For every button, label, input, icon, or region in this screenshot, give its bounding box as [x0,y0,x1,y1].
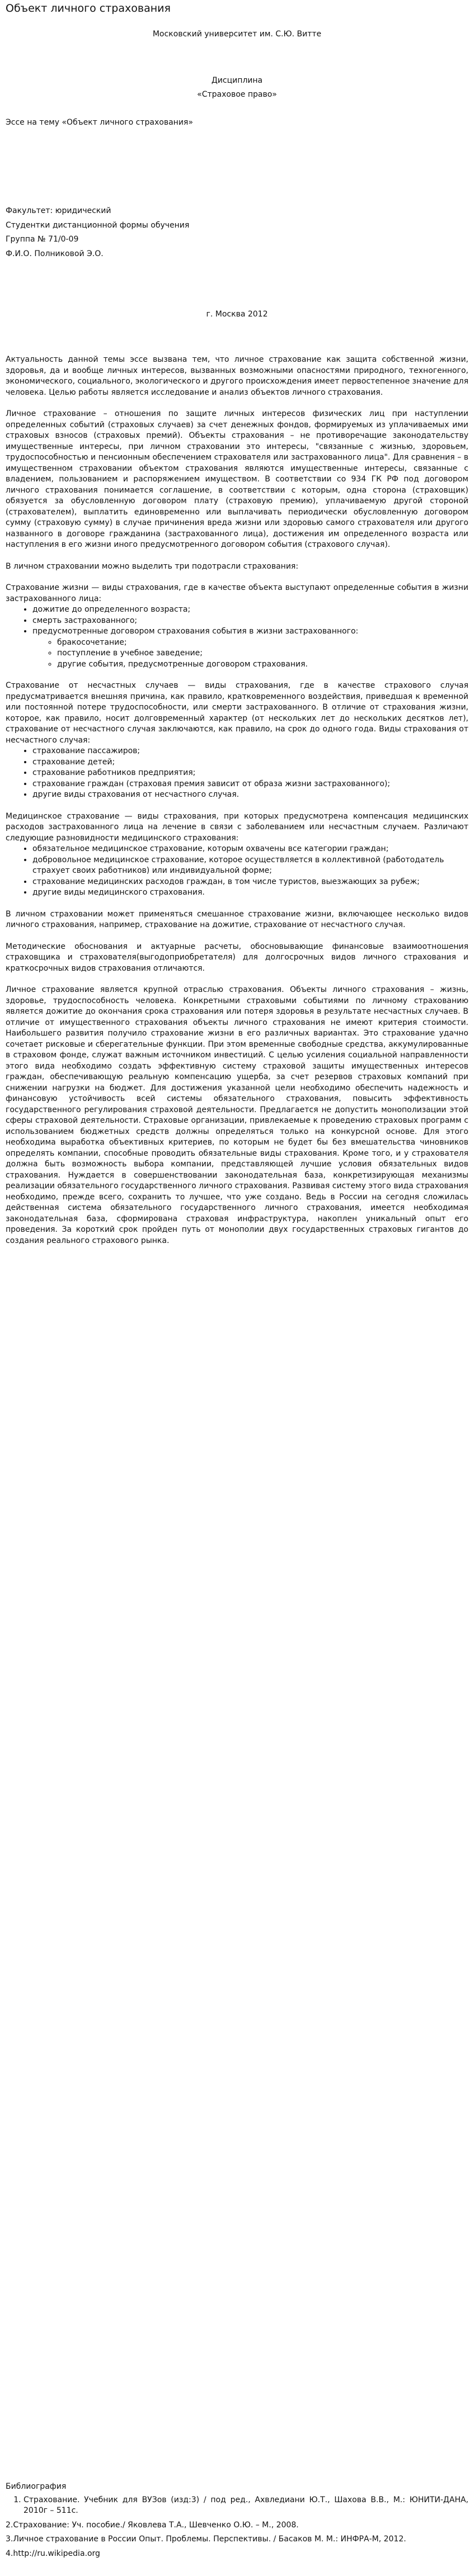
life-insurance-list [6,604,468,670]
list-item: • страхование граждан (страховая премия зависит от образа жизни застрахованного); [32,779,468,790]
list-item: • другие виды страхования от несчастного случая. [32,790,468,801]
students-line: Студентки дистанционной формы обучения [6,220,190,230]
paragraph-conclusion: Личное страхование является крупной отраслью страхования. Объекты личного страхования – жизнь, здоровье, трудоспособность человека. Конкретными страховыми событиями по личному страхованию является дожитие до окончания срока страхования или потеря здоровья в результате несчастных случаев. В отличие от имущественного страхования объекты личного страхования не имеют критерия стоимости. Наибольшего развития получило страхование жизни в его различных вариантах. Это страхование удачно сочетает рисковые и сберегательные функции. При этом временные свободные средства, аккумулированные в страховом фонде, служат важным источником инвестиций. С целью усиления социальной направленности этого вида необходимо создать эффективную систему страховой защиты имущественных интересов граждан, обеспечивающую реальную компенсацию ущерба, за счет резервов страховых компаний при снижении нагрузки на бюджет. Для достижения указанной цели необходимо обеспечить надежность и финансовую устойчивость всей системы обязательного страхования, повысить эффективность государственного регулирования страховой деятельности. Предлагается не допустить монополизации этой сферы страховой деятельности. Страховые организации, привлекаемые к проведению страховых программ с использованием бюджетных средств должны определяться только на конкурсной основе. Для этого необходима выработка объективных критериев, по которым не будет бы без вмешательства чиновников определять компании, способные проводить обязательные виды страхования. Кроме того, и у страхователя должна быть возможность выбора компании, представляющей лучшие условия обязательных видов страхования. Нуждается в совершенствовании законодательная база, конкретизирующая механизмы реализации обязательного государственного личного страхования. Развивая систему этого вида страхования необходимо, прежде всего, сохранить то лучшее, что уже создано. Ведь в России на сегодня сложилась действенная система обязательного государственного личного страхования, имеется необходимая законодательная база, сформирована страховая инфраструктура, накоплен уникальный опыт его проведения. За короткий срок пройден путь от монополии двух государственных страховых гигантов до создания реального страхового рынка. [6,985,468,1245]
list-item: • другие виды медицинского страхования. [32,887,468,899]
paragraph-methods: Методические обоснования и актуарные расчеты, обосновывающие финансовые взаимоотношения страховщика и страхователя(выгодоприобретателя) для долгосрочных видов личного страхования и краткосрочных видов страхования отличаются. [6,942,468,973]
list-item: • страхование медицинских расходов граждан, в том числе туристов, выезжающих за рубеж; [32,877,468,888]
discipline-name: «Страховое право» [197,90,277,99]
city-year: г. Москва 2012 [206,310,268,319]
paragraph-definition: Личное страхование – отношения по защите личных интересов физических лиц при наступлении определенных событий (страховых случаев) за счет денежных фондов, формируемых из уплачиваемых ими страховых взносов (страховых премий). Объекты страхования – не противоречащие законодательству имущественные интересы, при личном страховании это интересы, "связанные с жизнью, здоровьем, трудоспособностью и пенсионным обеспечением страхователя или застрахованного лица". Для сравнения – в имущественном страховании объектом страхования являются имущественные интересы, связанные с владением, пользованием и распоряжением имуществом. В соответствии со 934 ГК РФ под договором личного страхования понимается соглашение, в соответствии с которым, одна сторона (страховщик) обязуется за обусловленную договором плату (страховую премию), уплачиваемую другой стороной (страхователем), выплатить единовременно или выплачивать периодически обусловленную договором сумму (страховую сумму) в случае причинения вреда жизни или здоровью самого страхователя или другого названного в договоре гражданина (застрахованного лица), достижения им определенного возраста или наступления в его жизни иного предусмотренного договором события (страхового случая). [6,409,468,549]
medical-insurance-intro: Медицинское страхование — виды страхования, при которых предусмотрена компенсация медицинских расходов застрахованного лица на лечение в связи с заболеванием или несчастным случаем. Различают следующие разновидности медицинского страхования: [6,811,468,843]
paragraph-subsectors: В личном страховании можно выделить три подотрасли страхования: [6,561,299,571]
life-insurance-intro: Страхование жизни — виды страхования, где в качестве объекта выступают определенные события в жизни застрахованного лица: [6,583,468,603]
list-item: • добровольное медицинское страхование, которое осуществляется в коллективной (работодатель страхует своих работников) или индивидуальной форме; [32,855,468,877]
paragraph-mixed: В личном страховании может применяться смешанное страхование жизни, включающее несколько видов личного страхования, например, страхование на дожитие, страхование от несчастного случая. [6,909,468,929]
list-item: • обязательное медицинское страхование, которым охвачены все категории граждан; [32,844,468,855]
bibliography-item: 2.Страхование: Уч. пособие./ Яковлева Т.А., Шевченко О.Ю. – М., 2008. [6,2520,299,2530]
bibliography-item: 1. Страхование. Учебник для ВУЗов (изд:3) / под ред., Ахвледиани Ю.Т., Шахова В.В., М.: ЮНИТИ-ДАНА, 2010г – 511с. [24,2495,468,2517]
bibliography-heading: Библиография [6,2482,67,2491]
list-item: ◦ другие события, предусмотренные договором страхования. [57,659,468,670]
list-item: ◦ поступление в учебное заведение; [57,648,468,659]
list-item [32,626,468,670]
paragraph-intro: Актуальность данной темы эссе вызвана тем, что личное страхование как защита собственной жизни, здоровья, да и вообще личных интересов, вызванных возможными опасностями природного, техногенного, экономического, социального, экологического и другого происхождения имеет первостепенное значение для человека. Целью работы является исследование и анализ объектов личного страхования. [6,355,468,397]
faculty: Факультет: юридический [6,206,111,215]
accident-insurance-list [6,746,468,801]
list-item-text: предусмотренные договором страхования события в жизни застрахованного: [32,627,359,636]
student-info [6,206,468,259]
bibliography-list [6,2495,468,2517]
author-line: Ф.И.О. Полниковой Э.О. [6,249,104,258]
list-item: ◦ бракосочетание; [57,637,468,649]
bibliography-link[interactable]: 4.http://ru.wikipedia.org [6,2549,100,2558]
accident-insurance-intro: Страхование от несчастных случаев — виды страхования, где в качестве страхового случая предусматривается внешняя причина, как правило, кратковременного воздействия, приведшая к временной или постоянной потере трудоспособности, или смерти застрахованного. В отличие от страхования жизни, которое, как правило, носит долговременный характер (от нескольких лет до нескольких десятков лет), страхование от несчастного случая заключаются, как правило, на срок до одного года. Виды страхования от несчастного случая: [6,681,468,745]
bibliography [6,2482,468,2559]
university-name: Московский университет им. С.Ю. Витте [152,30,322,39]
page-title: Объект личного страхования [6,2,171,15]
list-item: • страхование работников предприятия; [32,768,468,779]
essay-body [6,355,468,1246]
medical-insurance-list [6,844,468,899]
group-line: Группа № 71/0-09 [6,235,79,244]
list-item: • страхование детей; [32,757,468,768]
discipline-label: Дисциплина [211,76,263,85]
list-item: • дожитие до определенного возраста; [32,604,468,616]
list-item: • страхование пассажиров; [32,746,468,757]
life-insurance-sublist [32,637,468,670]
bibliography-item: 3.Личное страхование в России Опыт. Проблемы. Перспективы. / Басаков М. М.: ИНФРА-М, 2012. [6,2535,406,2544]
essay-topic: Эссе на тему «Объект личного страхования» [6,118,193,127]
list-item: • смерть застрахованного; [32,616,468,627]
